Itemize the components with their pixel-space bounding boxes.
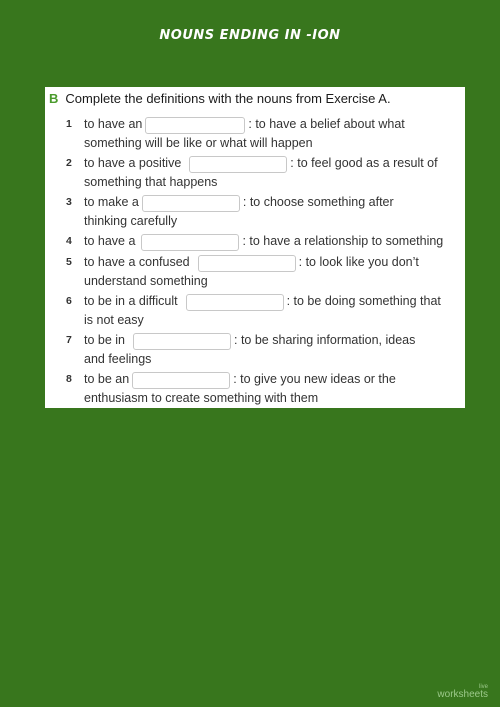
item-number: 5: [66, 256, 72, 268]
item-text-after: : to feel good as a result of: [290, 156, 438, 170]
item-text-after: : to be sharing information, ideas: [234, 333, 416, 347]
item-text-before: to be in a difficult: [84, 294, 178, 308]
item-text-continued: something that happens: [84, 175, 218, 189]
item-text-continued: something will be like or what will happen: [84, 136, 313, 150]
item-text-continued: thinking carefully: [84, 214, 178, 228]
answer-input-5[interactable]: [198, 255, 296, 272]
item-text-after: : to have a relationship to something: [242, 234, 444, 248]
exercise-letter: B: [49, 91, 59, 106]
liveworksheets-logo: [437, 683, 488, 699]
item-text-before: to make a: [84, 195, 139, 209]
answer-input-4[interactable]: [141, 234, 239, 251]
answer-input-7[interactable]: [133, 333, 231, 350]
item-text-after: : to look like you don’t: [298, 255, 419, 269]
answer-input-8[interactable]: [132, 372, 230, 389]
item-text-continued: is not easy: [84, 313, 144, 327]
item-text-after: : to give you new ideas or the: [233, 372, 396, 386]
item-text-continued: enthusiasm to create something with them: [84, 391, 319, 405]
item-text-continued: and feelings: [84, 352, 152, 366]
answer-input-2[interactable]: [189, 156, 287, 173]
item-text-before: to have a positive: [84, 156, 182, 170]
page-title: NOUNS ENDING IN -ION: [159, 28, 341, 43]
item-number: 7: [66, 334, 72, 346]
exercise-heading: [49, 91, 391, 106]
logo-top: live: [478, 684, 488, 690]
item-text-before: to be in: [84, 333, 126, 347]
item-number: 2: [66, 157, 72, 169]
item-number: 1: [66, 118, 72, 130]
item-text-after: : to choose something after: [242, 195, 394, 209]
exercise-card: [45, 87, 465, 408]
item-text-before: to have a confused: [84, 255, 190, 269]
answer-input-1[interactable]: [145, 117, 245, 134]
answer-input-6[interactable]: [186, 294, 284, 311]
item-number: 8: [66, 373, 72, 385]
item-text-before: to have an: [84, 117, 143, 131]
item-number: 6: [66, 295, 72, 307]
item-text-after: : to be doing something that: [286, 294, 441, 308]
item-text-after: : to have a belief about what: [248, 117, 405, 131]
item-text-before: to be an: [84, 372, 130, 386]
item-text-continued: understand something: [84, 274, 208, 288]
exercise-instruction: Complete the definitions with the nouns from Exercise A.: [65, 91, 391, 106]
answer-input-3[interactable]: [142, 195, 240, 212]
item-text-before: to have a: [84, 234, 136, 248]
item-number: 3: [66, 196, 72, 208]
item-number: 4: [66, 235, 72, 247]
logo-bottom: worksheets: [437, 689, 488, 700]
